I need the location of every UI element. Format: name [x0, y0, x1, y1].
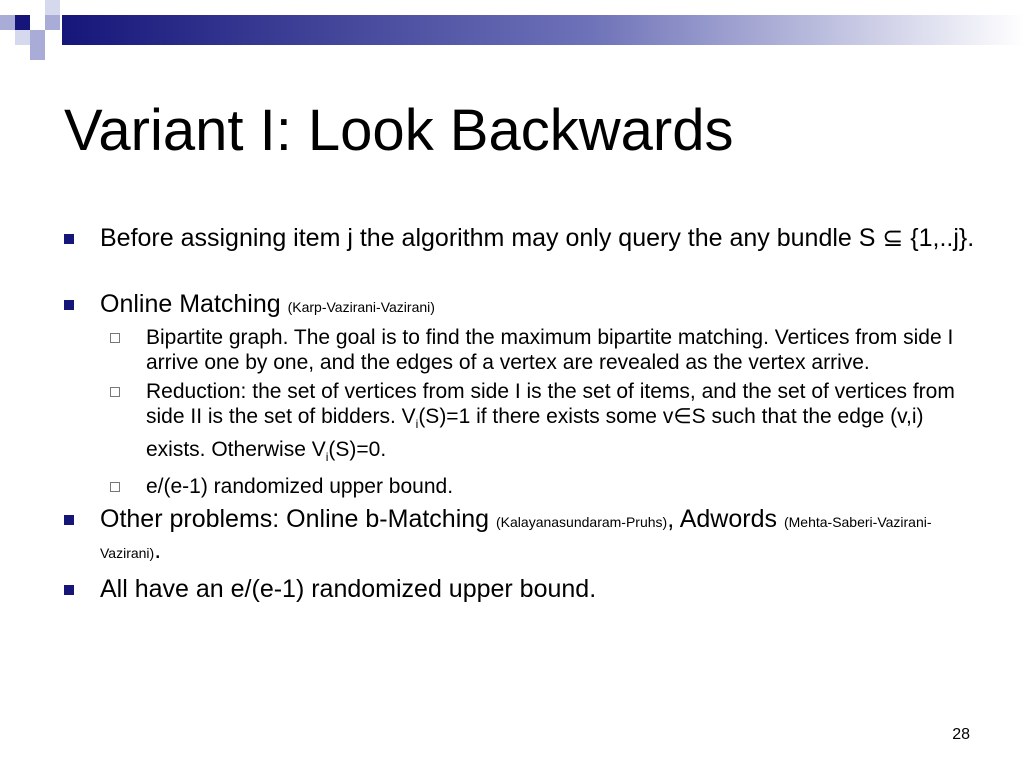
bullet-text: Other problems: Online b-Matching — [100, 505, 497, 534]
square-bullet-icon — [64, 300, 74, 310]
subscript-i: i — [415, 417, 419, 432]
subbullet-upper-bound — [62, 474, 982, 499]
square-bullet-icon — [64, 515, 74, 525]
bullet-text-mid: , Adwords — [667, 505, 784, 534]
subbullet-text-c: (S)=0. — [328, 438, 387, 462]
subbullet-reduction — [62, 379, 982, 470]
hollow-square-bullet-icon — [110, 387, 120, 397]
bullet-text-end: . — [154, 536, 162, 565]
square-bullet-icon — [64, 234, 74, 244]
bullet-other-problems — [62, 505, 982, 567]
subbullet-text: e/(e-1) randomized upper bound. — [146, 475, 454, 499]
slide-title: Variant I: Look Backwards — [64, 98, 734, 163]
subbullet-bipartite-graph — [62, 325, 982, 375]
subscript-i: i — [325, 450, 329, 465]
slide-body — [62, 224, 982, 603]
header-banner — [0, 0, 1024, 62]
citation: (Kalayanasundaram-Pruhs) — [496, 514, 668, 531]
bullet-look-backwards — [62, 224, 982, 252]
bullet-text: Online Matching — [100, 290, 288, 318]
bullet-text: All have an e/(e-1) randomized upper bound. — [100, 575, 597, 604]
bullet-text: Before assigning item j the algorithm may only query the any bundle S ⊆ {1,..j}. — [100, 224, 975, 252]
hollow-square-bullet-icon — [110, 333, 120, 343]
subbullet-text: Bipartite graph. The goal is to find the maximum bipartite matching. Vertices from side I arrive one by one, and the edges of a vertex are revealed as the vertex arrive. — [146, 326, 954, 374]
citation: (Mehta-Saberi-Vazirani-Vazirani) — [100, 514, 932, 562]
bullet-online-matching — [62, 290, 982, 321]
square-bullet-icon — [64, 585, 74, 595]
citation: (Karp-Vazirani-Vazirani) — [287, 299, 435, 315]
page-number: 28 — [952, 726, 970, 743]
subbullet-text-a: Reduction: the set of vertices from side I is the set of items, and the set of vertices from side II is the set of bidders. V — [146, 380, 955, 428]
hollow-square-bullet-icon — [110, 482, 120, 492]
subbullet-text-b: (S)=1 if there exists some v∈S such that the edge (v,i) exists. Otherwise V — [146, 405, 924, 462]
bullet-all-have — [62, 575, 982, 603]
